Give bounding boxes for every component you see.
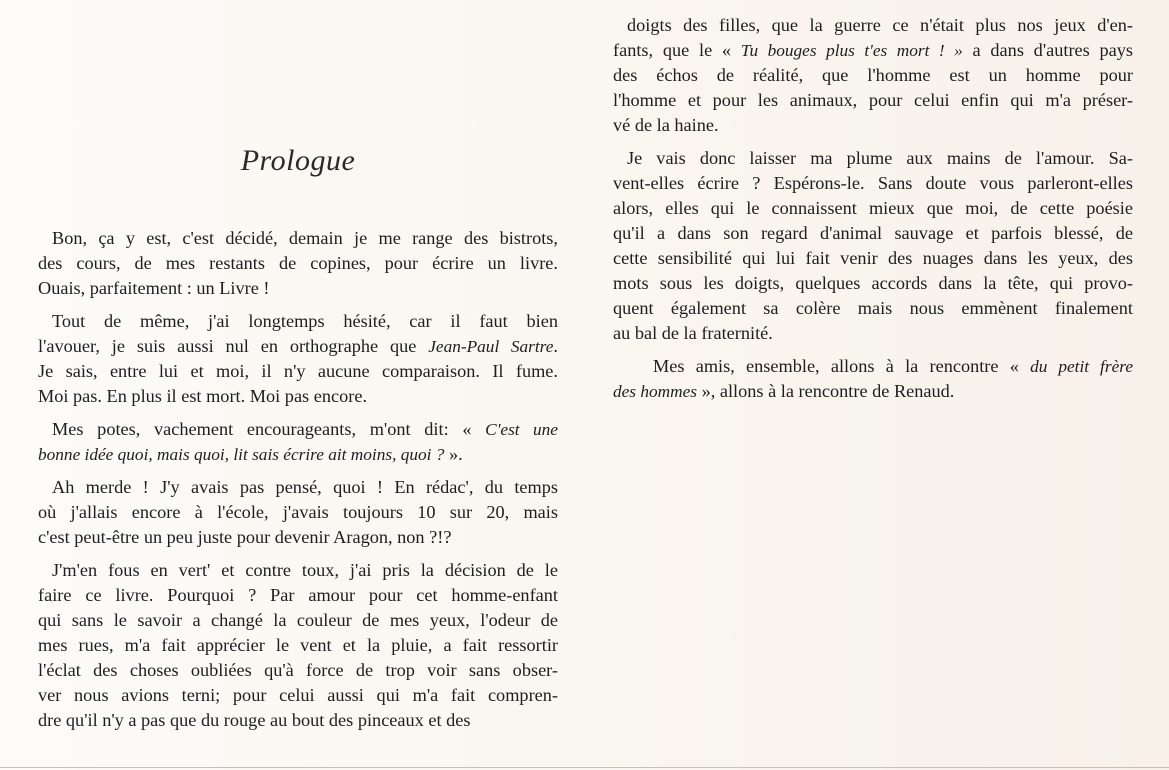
text-segment: Mes amis, ensemble, allons à la rencontre « [653,356,1031,376]
text-segment: », allons à la rencontre de Renaud. [697,381,955,401]
text-segment: des cours, de mes restants de copines, pour écrire un livre. [38,253,558,273]
text-segment: Bon, ça y est, c'est décidé, demain je me range des bistrots, [52,228,558,248]
text-segment: où j'allais encore à l'école, j'avais toujours 10 sur 20, mais [38,502,558,522]
text-segment: l'avouer, je suis aussi nul en orthographe que [38,336,429,356]
chapter-title: Prologue [240,144,356,177]
text-line [38,583,558,608]
text-segment: Tout de même, j'ai longtemps hésité, car il faut bien [52,311,558,331]
text-segment: qui sans le savoir a changé la couleur de mes yeux, l'odeur de [38,610,558,630]
text-line [613,88,1133,113]
text-line [38,525,558,550]
text-line [613,38,1133,63]
text-segment: J'm'en fous en vert' et contre toux, j'ai pris la décision de le [52,560,558,580]
right-paragraph [613,354,1133,404]
text-line [613,146,1133,171]
text-line [613,296,1133,321]
left-paragraph [38,475,558,550]
text-segment: qu'il a dans son regard d'animal sauvage et parfois blessé, de [613,223,1133,243]
text-line [613,171,1133,196]
right-paragraph [613,146,1133,346]
text-segment: quent également sa colère mais nous emmènent finalement [613,298,1133,318]
left-paragraph [38,417,558,467]
text-line [38,683,558,708]
text-line [613,379,1133,404]
text-line [38,442,558,467]
text-segment: mots sous les doigts, quelques accords dans la tête, qui provo- [613,273,1133,293]
right-column-text [613,13,1133,404]
text-segment: Je vais donc laisser ma plume aux mains de l'amour. Sa- [627,148,1133,168]
text-segment: c'est peut-être un peu juste pour devenir Aragon, non ?!? [38,527,452,547]
text-segment: au bal de la fraternité. [613,323,773,343]
left-column [38,0,558,741]
text-line [38,276,558,301]
text-line [38,708,558,733]
text-line [38,558,558,583]
italic-text: Tu bouges plus t'es mort ! » [740,41,963,60]
text-segment: fants, que le « [613,40,741,60]
left-column-text [38,226,558,733]
text-segment: l'homme et pour les animaux, pour celui enfin qui m'a préser- [613,90,1133,110]
text-line [38,334,558,359]
text-segment: vent-elles écrire ? Espérons-le. Sans doute vous parleront-elles [613,173,1133,193]
left-paragraph [38,226,558,301]
text-line [613,13,1133,38]
page-bottom-rule [0,767,1169,768]
text-segment: faire ce livre. Pourquoi ? Par amour pour cet homme-enfant [38,585,558,605]
text-segment: doigts des filles, que la guerre ce n'était plus nos jeux d'en- [627,15,1133,35]
text-line [613,196,1133,221]
text-segment: dre qu'il n'y a pas que du rouge au bout des pinceaux et des [38,710,471,730]
italic-text: C'est une [485,420,558,439]
text-segment: Moi pas. En plus il est mort. Moi pas encore. [38,386,368,406]
text-line [613,321,1133,346]
text-segment: des échos de réalité, que l'homme est un homme pour [613,65,1133,85]
text-segment: mes rues, m'a fait apprécier le vent et la pluie, a fait ressortir [38,635,558,655]
text-line [38,633,558,658]
text-segment: Je sais, entre lui et moi, il n'y aucune comparaison. Il fume. [38,361,558,381]
text-line [613,246,1133,271]
text-segment: Ah merde ! J'y avais pas pensé, quoi ! En rédac', du temps [52,477,558,497]
text-line [38,417,558,442]
italic-text: du petit frère [1030,357,1133,376]
text-segment: ver nous avions terni; pour celui aussi qui m'a fait compren- [38,685,558,705]
right-column [613,13,1133,412]
text-line [38,475,558,500]
text-line [613,221,1133,246]
text-line [38,500,558,525]
right-paragraph [613,13,1133,138]
left-paragraph [38,558,558,733]
text-line [38,608,558,633]
text-segment: cette sensibilité qui lui fait venir des nuages dans les yeux, des [613,248,1133,268]
text-line [613,354,1133,379]
text-line [38,359,558,384]
text-line [38,309,558,334]
text-line [38,658,558,683]
text-segment: ». [444,444,463,464]
text-segment: alors, elles qui le connaissent mieux que moi, de cette poésie [613,198,1133,218]
left-paragraph [38,309,558,409]
text-segment: vé de la haine. [613,115,719,135]
text-line [38,251,558,276]
text-segment: a dans d'autres pays [962,40,1134,60]
text-segment: Ouais, parfaitement : un Livre ! [38,278,270,298]
italic-text: Jean-Paul Sartre [428,337,554,356]
text-line [613,271,1133,296]
text-segment: . [553,336,558,356]
text-line [613,113,1133,138]
text-line [38,384,558,409]
text-line [613,63,1133,88]
text-segment: Mes potes, vachement encourageants, m'ont dit: « [52,419,486,439]
italic-text: bonne idée quoi, mais quoi, lit sais écrire ait moins, quoi ? [38,445,445,464]
text-line [38,226,558,251]
italic-text: des hommes [613,382,697,401]
text-segment: l'éclat des choses oubliées qu'à force de trop voir sans obser- [38,660,558,680]
